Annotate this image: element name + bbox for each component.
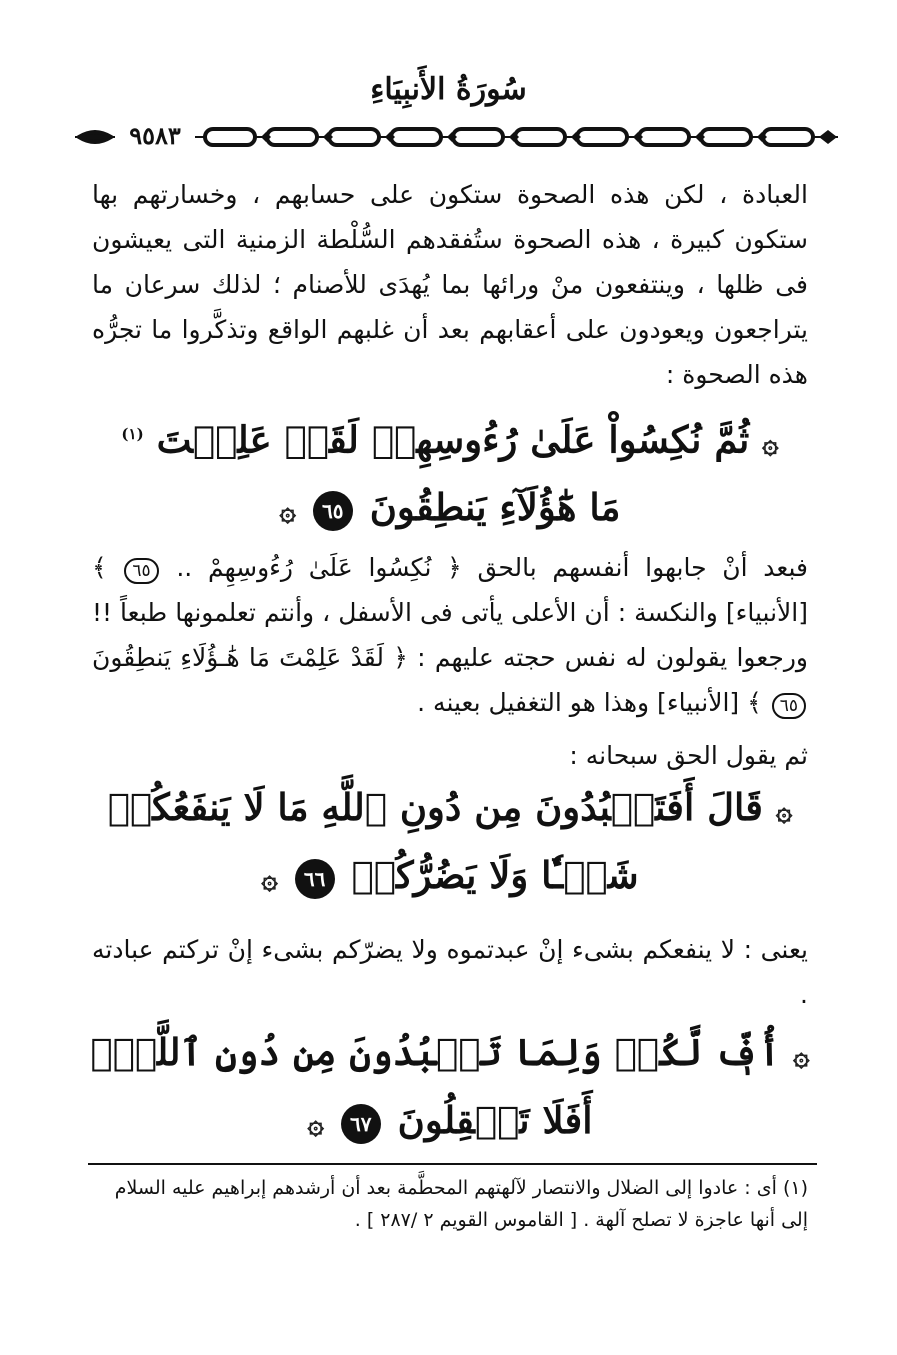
paragraph-1: العبادة ، لكن هذه الصحوة ستكون على حسابهم ، وخسارتهم بها ستكون كبيرة ، هذه الصحوة ستُفقدهم السُّلْطة الزمنية التى يعيشون فى ظلها ، وينتفعون منْ ورائها بما يُهدَى للأصنام ؛ لذلك سرعان ما يتراجعون ويعودون على أعقابهم بعد أن غلبهم الواقع وتذكَّروا ما تجرُّه هذه الصحوة : bbox=[92, 180, 808, 389]
verse-66-line-1 bbox=[80, 775, 820, 843]
paragraph-3: ثم يقول الحق سبحانه : bbox=[569, 741, 808, 770]
verse-number-badge: ٦٥ bbox=[313, 491, 353, 531]
verse-65-line-2 bbox=[80, 475, 820, 543]
verse-65-line-1 bbox=[80, 402, 820, 475]
paragraph-2-part-c: ﴾ [الأنبياء] وهذا هو التغفيل بعينه . bbox=[417, 688, 770, 717]
verse-end-ornament-icon: ۞ bbox=[261, 862, 278, 895]
page-number: ٩٥٨٣ bbox=[115, 120, 195, 152]
verse-number-inline: ٦٥ bbox=[772, 693, 806, 719]
verse-number-inline: ٦٥ bbox=[124, 558, 158, 584]
verse-67-line-2 bbox=[80, 1088, 820, 1156]
verse-end-ornament-icon: ۞ bbox=[279, 494, 296, 528]
verse-start-ornament-icon: ۞ bbox=[775, 794, 793, 827]
verse-number-badge: ٦٧ bbox=[341, 1104, 381, 1144]
verse-66-text-1: قَالَ أَفَتَعۡبُدُونَ مِن دُونِ ٱللَّهِ مَا لَا يَنفَعُكُمۡ bbox=[107, 785, 763, 829]
verse-65-text-2: مَا هَٰٓؤُلَآءِ يَنطِقُونَ bbox=[369, 485, 621, 530]
verse-start-ornament-icon: ۞ bbox=[793, 1039, 810, 1072]
footnote bbox=[100, 1172, 808, 1236]
verse-66-line-2 bbox=[80, 843, 820, 911]
paragraph-2 bbox=[92, 545, 808, 725]
verse-67-text-1: أُفّٖ لَّكُمۡ وَلِمَا تَعۡبُدُونَ مِن دُونِ ٱللَّهِۚ bbox=[90, 1030, 781, 1074]
verse-65 bbox=[80, 402, 820, 543]
paragraph-4: يعنى : لا ينفعكم بشىء إنْ عبدتموه ولا يضرّكم بشىء إنْ تركتم عبادته . bbox=[92, 935, 808, 1009]
verse-67-text-2: أَفَلَا تَعۡقِلُونَ bbox=[397, 1098, 593, 1142]
footnote-reference: (١) bbox=[121, 425, 144, 443]
verse-end-ornament-icon: ۞ bbox=[307, 1107, 324, 1140]
verse-67-line-1 bbox=[80, 1020, 820, 1088]
surah-title: سُورَةُ الأَنبِيَاءِ bbox=[370, 72, 527, 107]
verse-66 bbox=[80, 775, 820, 911]
verse-65-text-1: ثُمَّ نُكِسُواْ عَلَىٰ رُءُوسِهِمۡ لَقَدۡ عَلِمۡتَ bbox=[156, 417, 750, 462]
paragraph-2-part-a: فبعد أنْ جابهوا أنفسهم بالحق ﴿ نُكِسُوا عَلَىٰ رُءُوسِهِمْ .. bbox=[160, 553, 808, 582]
footnote-divider bbox=[88, 1163, 817, 1165]
verse-67 bbox=[80, 1020, 820, 1156]
footnote-line-1: (١) أى : عادوا إلى الضلال والانتصار لآلهتهم المحطَّمة بعد أن أرشدهم إبراهيم عليه السلام bbox=[114, 1177, 808, 1199]
verse-start-ornament-icon: ۞ bbox=[762, 426, 779, 460]
verse-number-badge: ٦٦ bbox=[295, 859, 335, 899]
verse-66-text-2: شَيۡـٔٗا وَلَا يَضُرُّكُمۡ bbox=[351, 853, 639, 897]
paragraph-2-part-b: ﴾ [الأنبياء] والنكسة : أن الأعلى يأتى فى الأسفل ، وأنتم تعلمونها طبعاً !! ورجعوا يقولون له نفس حجته عليهم : ﴿ لَقَدْ عَلِمْتَ مَا هَٰـؤُلَاءِ يَنطِقُونَ bbox=[92, 553, 808, 672]
footnote-line-2: إلى أنها عاجزة لا تصلح آلهة . [ القاموس القويم ٢ /٢٨٧ ] . bbox=[354, 1209, 808, 1231]
